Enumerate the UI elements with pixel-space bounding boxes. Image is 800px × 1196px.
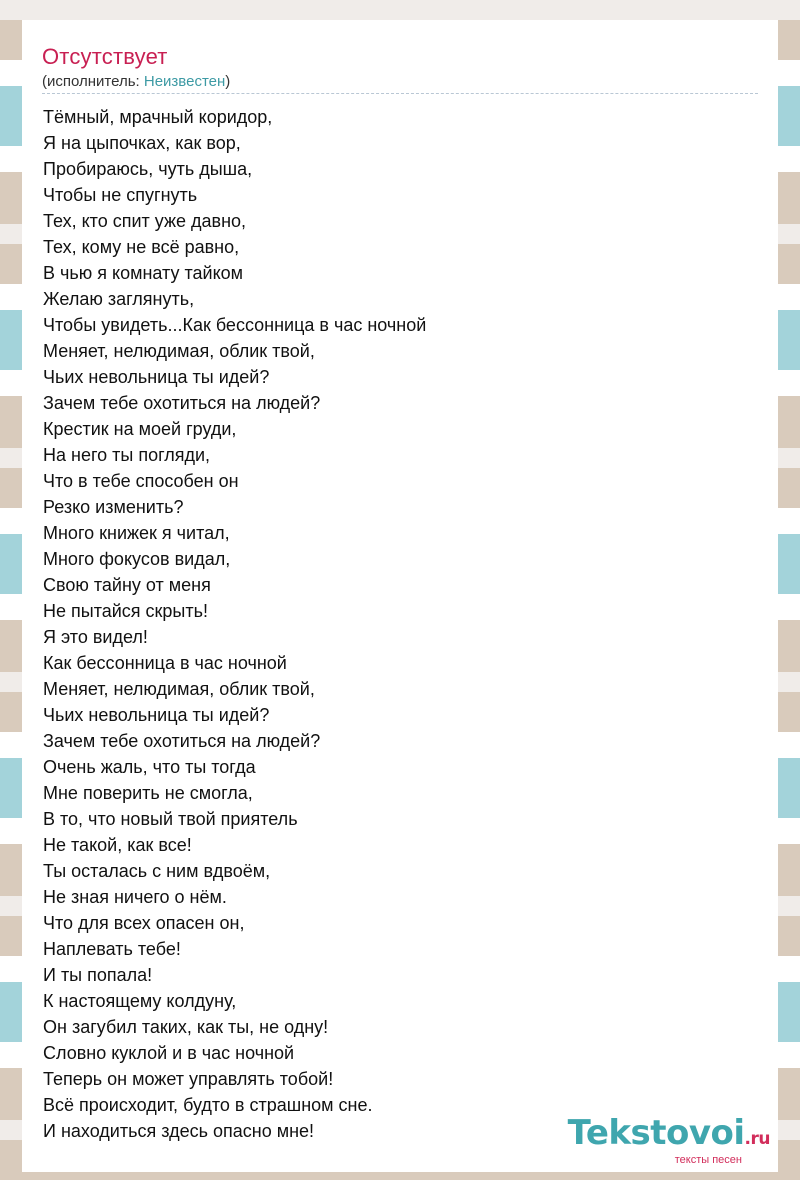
lyric-line: Меняет, нелюдимая, облик твой, [43,341,315,361]
lyric-line: Свою тайну от меня [43,575,211,595]
lyric-line: И ты попала! [43,965,153,985]
lyric-line: И находиться здесь опасно мне! [43,1121,315,1141]
logo-tagline: тексты песен [674,1154,742,1166]
lyric-line: В то, что новый твой приятель [43,809,298,829]
lyric-line: Не пытайся скрыть! [43,601,208,621]
lyric-line: Наплевать тебе! [43,939,181,959]
lyric-line: Он загубил таких, как ты, не одну! [43,1017,329,1037]
lyric-line: Не зная ничего о нём. [43,887,227,907]
lyric-line: Зачем тебе охотиться на людей? [43,731,321,751]
divider [42,93,758,94]
lyric-line: Пробираюсь, чуть дыша, [43,159,253,179]
lyric-line: Я это видел! [43,627,148,647]
lyric-line: Много фокусов видал, [43,549,231,569]
artist-line [42,73,230,90]
lyric-line: Много книжек я читал, [43,523,230,543]
lyrics-card [22,20,778,1172]
lyric-line: Чьих невольница ты идей? [43,367,270,387]
logo-name: Tekstovoi [567,1113,745,1153]
lyric-line: К настоящему колдуну, [43,991,237,1011]
lyric-line: Меняет, нелюдимая, облик твой, [43,679,315,699]
lyric-line: Что для всех опасен он, [43,913,245,933]
artist-suffix: ) [225,73,231,90]
lyric-line: Зачем тебе охотиться на людей? [43,393,321,413]
lyric-line: Я на цыпочках, как вор, [43,133,241,153]
lyric-line: Крестик на моей груди, [43,419,237,439]
lyric-line: Резко изменить? [43,497,184,517]
lyric-line: Тех, кому не всё равно, [43,237,240,257]
lyric-line: Как бессонница в час ночной [43,653,287,673]
lyric-line: На него ты погляди, [43,445,211,465]
artist-link[interactable]: Неизвестен [143,73,226,90]
lyric-line: Тех, кто спит уже давно, [43,211,247,231]
artist-prefix: (исполнитель: [42,73,144,90]
lyric-line: В чью я комнату тайком [43,263,244,283]
lyric-line: Очень жаль, что ты тогда [43,757,256,777]
lyric-line: Всё происходит, будто в страшном сне. [43,1095,373,1115]
lyric-line: Тёмный, мрачный коридор, [43,107,273,127]
lyric-line: Ты осталась с ним вдвоём, [43,861,271,881]
lyric-line: Что в тебе способен он [43,471,239,491]
lyric-line: Не такой, как все! [43,835,192,855]
lyric-line: Словно куклой и в час ночной [43,1043,295,1063]
lyric-line: Чтобы увидеть...Как бессонница в час ночной [43,315,427,335]
lyric-line: Чьих невольница ты идей? [43,705,270,725]
lyric-line: Желаю заглянуть, [43,289,195,309]
lyrics-list [43,104,426,1144]
song-title: Отсутствует [42,44,168,69]
site-logo[interactable] [568,1115,770,1166]
lyric-line: Теперь он может управлять тобой! [43,1069,334,1089]
lyric-line: Чтобы не спугнуть [43,185,198,205]
logo-tld: .ru [744,1129,770,1149]
lyric-line: Мне поверить не смогла, [43,783,253,803]
